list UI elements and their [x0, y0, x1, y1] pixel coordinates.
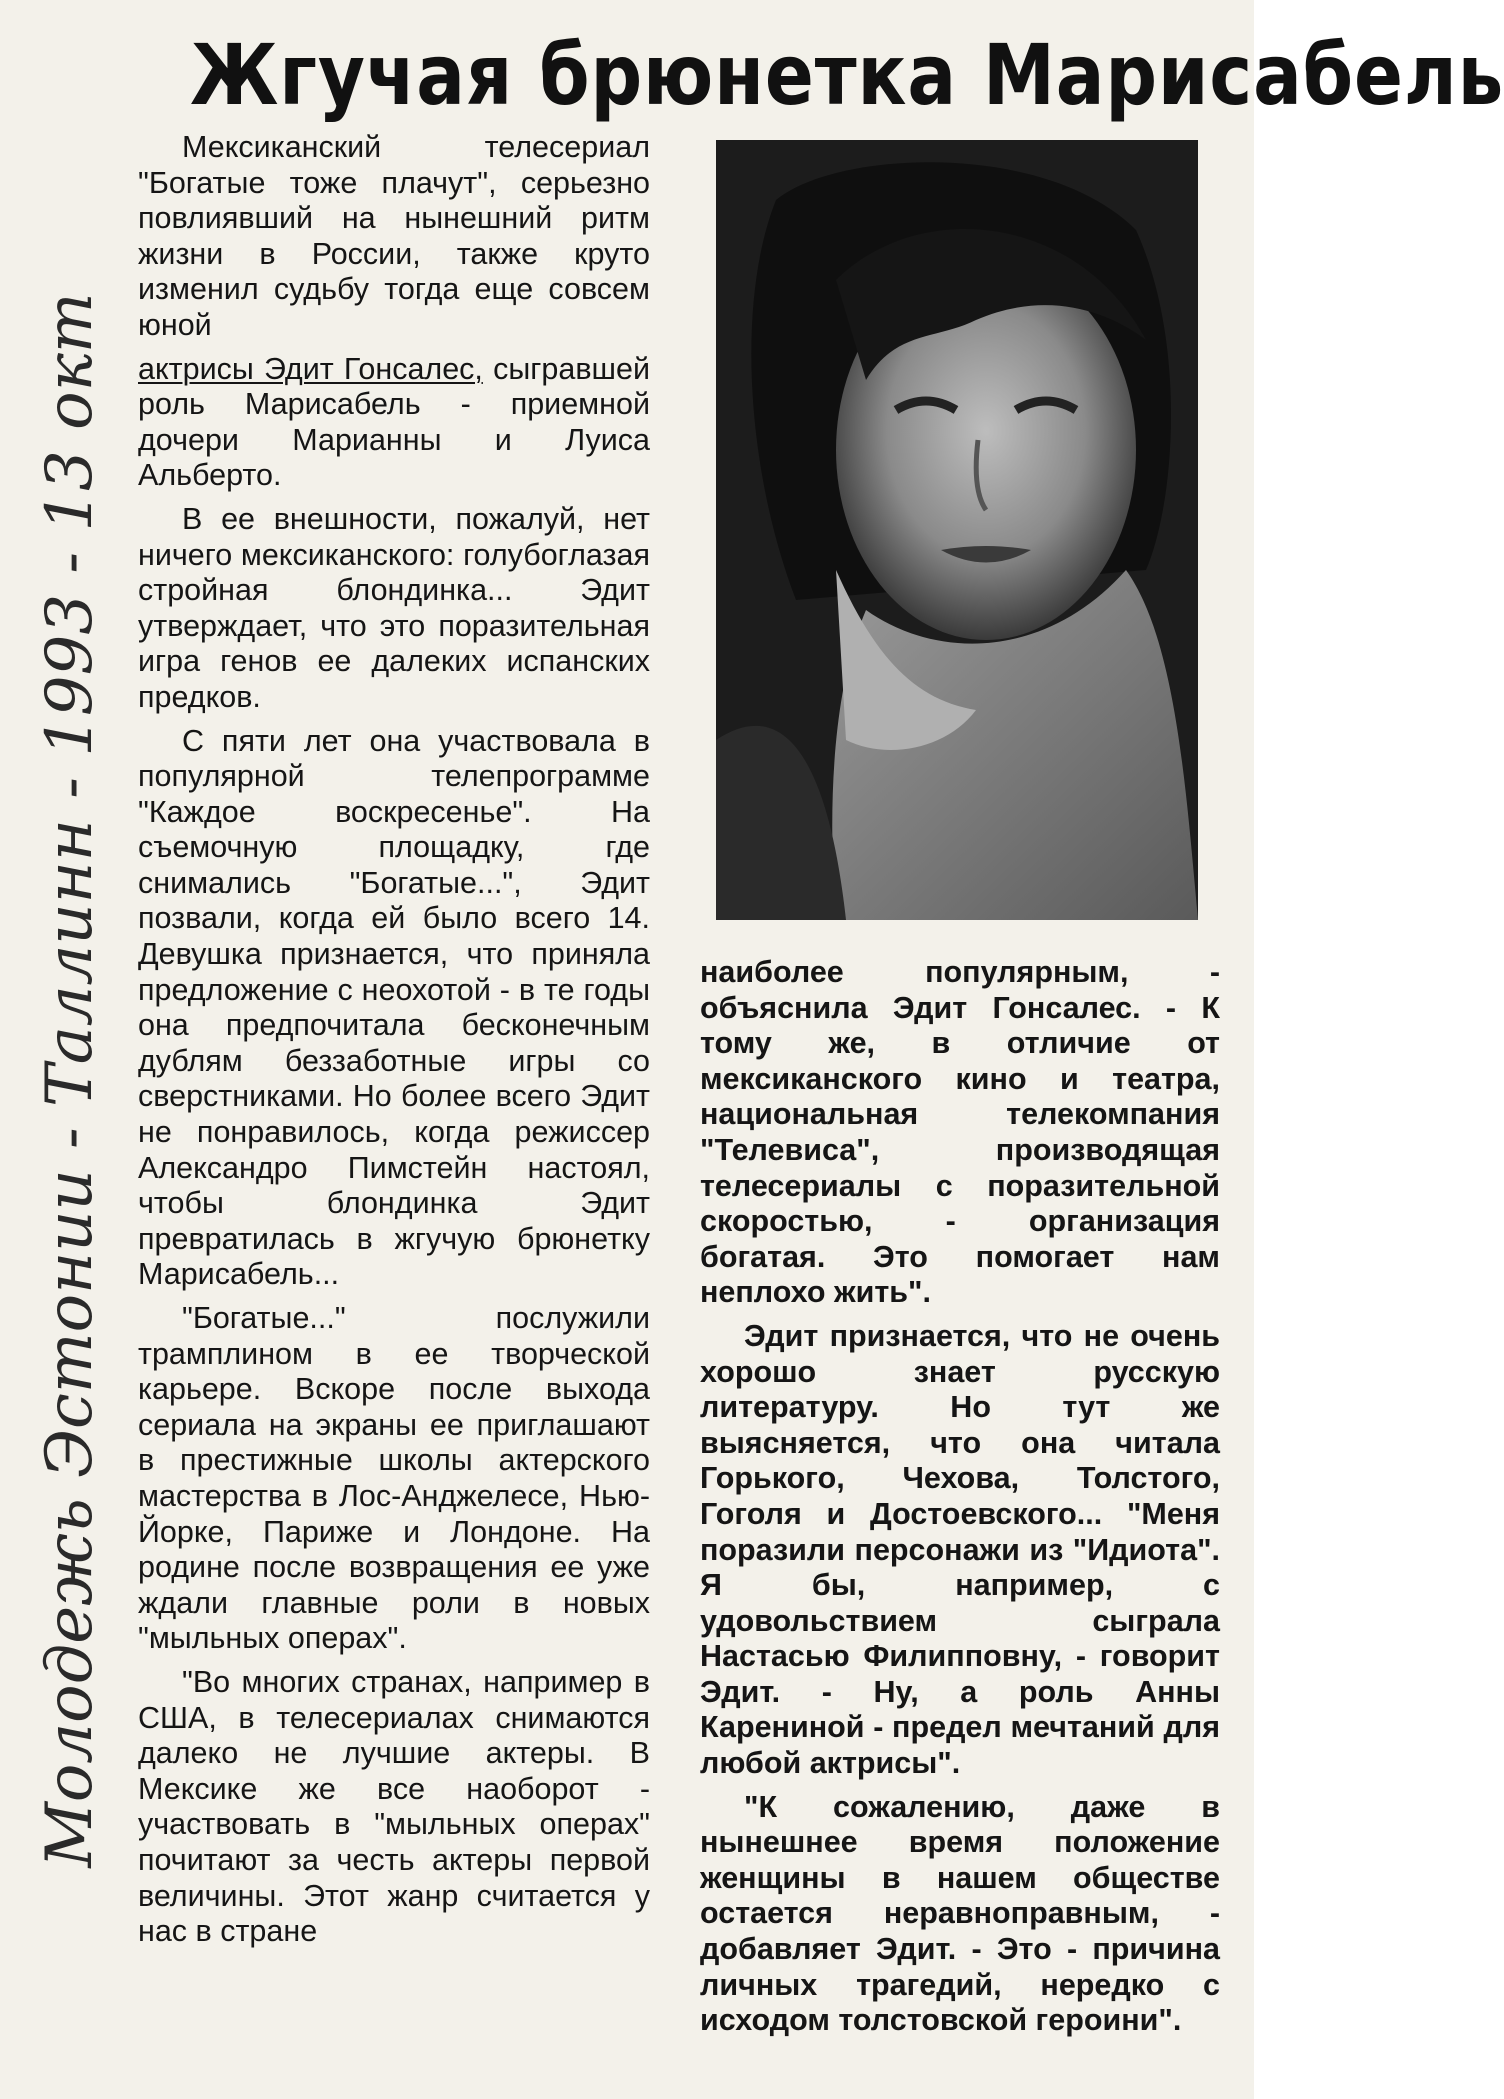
paragraph: "К сожалению, даже в нынешнее время положение женщины в нашем обществе остается неравноправным, - добавляет Эдит. - Это - причина личных трагедий, нередко с исходом толстовской героини".	[700, 1789, 1220, 2038]
paragraph: наиболее популярным, - объяснила Эдит Гонсалес. - К тому же, в отличие от мексиканского кино и театра, национальная телекомпания "Телевиса", производящая телесериалы с поразительной скоростью, - организация богатая. Это помогает нам неплохо жить".	[700, 955, 1220, 1310]
paragraph: актрисы Эдит Гонсалес, сыгравшей роль Марисабель - приемной дочери Марианны и Луиса Альберто.	[138, 351, 650, 493]
article-headline: Жгучая брюнетка Марисабель	[190, 26, 1504, 124]
article-column-left	[138, 130, 650, 1950]
portrait-illustration	[716, 140, 1198, 920]
article-column-right	[700, 955, 1220, 2039]
paragraph: В ее внешности, пожалуй, нет ничего мексиканского: голубоглазая стройная блондинка... Эдит утверждает, что это поразительная игра генов ее далеких испанских предков.	[138, 501, 650, 714]
paragraph: "Во многих странах, например в США, в телесериалах снимаются далеко не лучшие актеры. В Мексике же все наоборот - участвовать в "мыльных операх" почитают за честь актеры первой величины. Этот жанр считается у нас в стране	[138, 1664, 650, 1949]
handwritten-source-note: Молодежь Эстонии - Таллинн - 1993 - 13 окт	[33, 292, 107, 1868]
paragraph: "Богатые..." послужили трамплином в ее творческой карьере. Вскоре после выхода сериала на экраны ее приглашают в престижные школы актерского мастерства в Лос-Анджелесе, Нью-Йорке, Париже и Лондоне. На родине после возвращения ее уже ждали главные роли в новых "мыльных операх".	[138, 1301, 650, 1656]
paragraph: С пяти лет она участвовала в популярной телепрограмме "Каждое воскресенье". На съемочную площадку, где снимались "Богатые...", Эдит позвали, когда ей было всего 14. Девушка признается, что приняла предложение с неохотой - в те годы она предпочитала бесконечным дублям беззаботные игры со сверстниками. Но более всего Эдит не понравилось, когда режиссер Александро Пимстейн настоял, чтобы блондинка Эдит превратилась в жгучую брюнетку Марисабель...	[138, 723, 650, 1292]
paragraph: Мексиканский телесериал "Богатые тоже плачут", серьезно повлиявший на нынешний ритм жизни в России, также круто изменил судьбу тогда еще совсем юной	[138, 130, 650, 342]
actress-portrait-photo	[716, 140, 1198, 920]
paragraph: Эдит признается, что не очень хорошо знает русскую литературу. Но тут же выясняется, что она читала Горького, Чехова, Толстого, Гоголя и Достоевского... "Меня поразили персонажи из "Идиота". Я бы, например, с удовольствием сыграла Настасью Филипповну, - говорит Эдит. - Ну, а роль Анны Карениной - предел мечтаний для любой актрисы".	[700, 1318, 1220, 1781]
underlined-actress-name: актрисы Эдит Гонсалес,	[138, 351, 483, 386]
